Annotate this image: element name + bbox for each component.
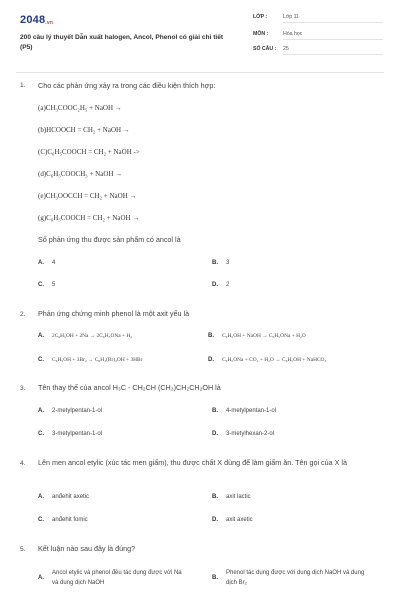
option-a[interactable]: A. anđehit axetic bbox=[38, 494, 90, 500]
option-b[interactable]: B. Phenol tác dụng được với dung dịch NaOH và dung dịch Br₂ bbox=[212, 570, 365, 586]
meta-question-count: SỐ CÂU : 25 bbox=[253, 46, 383, 56]
option-b[interactable]: B. 4-metylpentan-1-ol bbox=[212, 408, 277, 414]
option-c[interactable]: C. anđehit fomic bbox=[38, 517, 88, 523]
reaction-g: (g)C₆H₅COOCH = CH₂ + NaOH → bbox=[38, 214, 140, 222]
header-divider bbox=[16, 72, 384, 73]
question-number: 1. bbox=[20, 82, 26, 89]
option-c[interactable]: C. C₆H₅OH + 3Br₂ → C₆H₂(Br)₃OH + 3HBr bbox=[38, 357, 143, 363]
reaction-a: (a)CH₃COOC₂H₅ + NaOH → bbox=[38, 104, 122, 112]
option-a[interactable]: A. 2C₆H₅OH + 2Na → 2C₆H₅ONa + H₂ bbox=[38, 333, 133, 339]
reaction-c: (C)C₆H₅COOCH = CH₂ + NaOH -> bbox=[38, 148, 140, 156]
site-logo[interactable]: 2048.vn bbox=[20, 14, 54, 26]
question-prompt: Số phản ứng thu được sản phẩm có ancol là bbox=[38, 235, 181, 244]
question-text: Lên men ancol etylic (xúc tác men giấm), thu được chất X dùng để làm giấm ăn. Tên gọi của X là bbox=[38, 458, 348, 467]
question-text: Phản ứng chứng minh phenol là một axit yếu là bbox=[38, 309, 190, 318]
option-d[interactable]: D. 2 bbox=[212, 282, 230, 288]
question-text: Tên thay thế của ancol H₃C - CH₂CH (CH₃)CH₂CH₂OH là bbox=[38, 383, 221, 392]
option-a[interactable]: A. 2-metylpentan-1-ol bbox=[38, 408, 103, 414]
option-a[interactable]: A. Ancol etylic và phenol đều tác dụng được với Na và dung dịch NaOH bbox=[38, 570, 182, 586]
reaction-b: (b)HCOOCH = CH₂ + NaOH → bbox=[38, 126, 130, 134]
reaction-d: (d)C₆H₅COOCH₃ + NaOH → bbox=[38, 170, 123, 178]
option-c[interactable]: C. 5 bbox=[38, 282, 56, 288]
question-text: Cho các phản ứng xảy ra trong các điều kiện thích hợp: bbox=[38, 81, 216, 90]
option-c[interactable]: C. 3-metylpentan-1-ol bbox=[38, 431, 103, 437]
option-b[interactable]: B. 3 bbox=[212, 260, 230, 266]
option-d[interactable]: D. 3-metylhexan-2-ol bbox=[212, 431, 275, 437]
option-d[interactable]: D. axit axetic bbox=[212, 517, 253, 523]
question-number: 5. bbox=[20, 546, 26, 553]
option-b[interactable]: B. C₆H₅OH + NaOH → C₆H₅ONa + H₂O bbox=[208, 333, 306, 339]
meta-class: LỚP : Lớp 11 bbox=[253, 14, 383, 24]
question-number: 3. bbox=[20, 385, 26, 392]
option-d[interactable]: D. C₆H₅ONa + CO₂ + H₂O → C₆H₅OH + NaHCO₃ bbox=[208, 357, 327, 363]
reaction-e: (e)CH₃OOCCH = CH₂ + NaOH → bbox=[38, 192, 137, 200]
meta-subject: MÔN : Hóa học bbox=[253, 31, 383, 41]
option-a[interactable]: A. 4 bbox=[38, 260, 56, 266]
document-title: 200 câu lý thuyết Dẫn xuất halogen, Ancol, Phenol có giải chi tiết (P5) bbox=[20, 34, 224, 51]
option-b[interactable]: B. axit lactic bbox=[212, 494, 251, 500]
question-number: 4. bbox=[20, 460, 26, 467]
question-number: 2. bbox=[20, 311, 26, 318]
question-text: Kết luận nào sau đây là đúng? bbox=[38, 544, 136, 553]
